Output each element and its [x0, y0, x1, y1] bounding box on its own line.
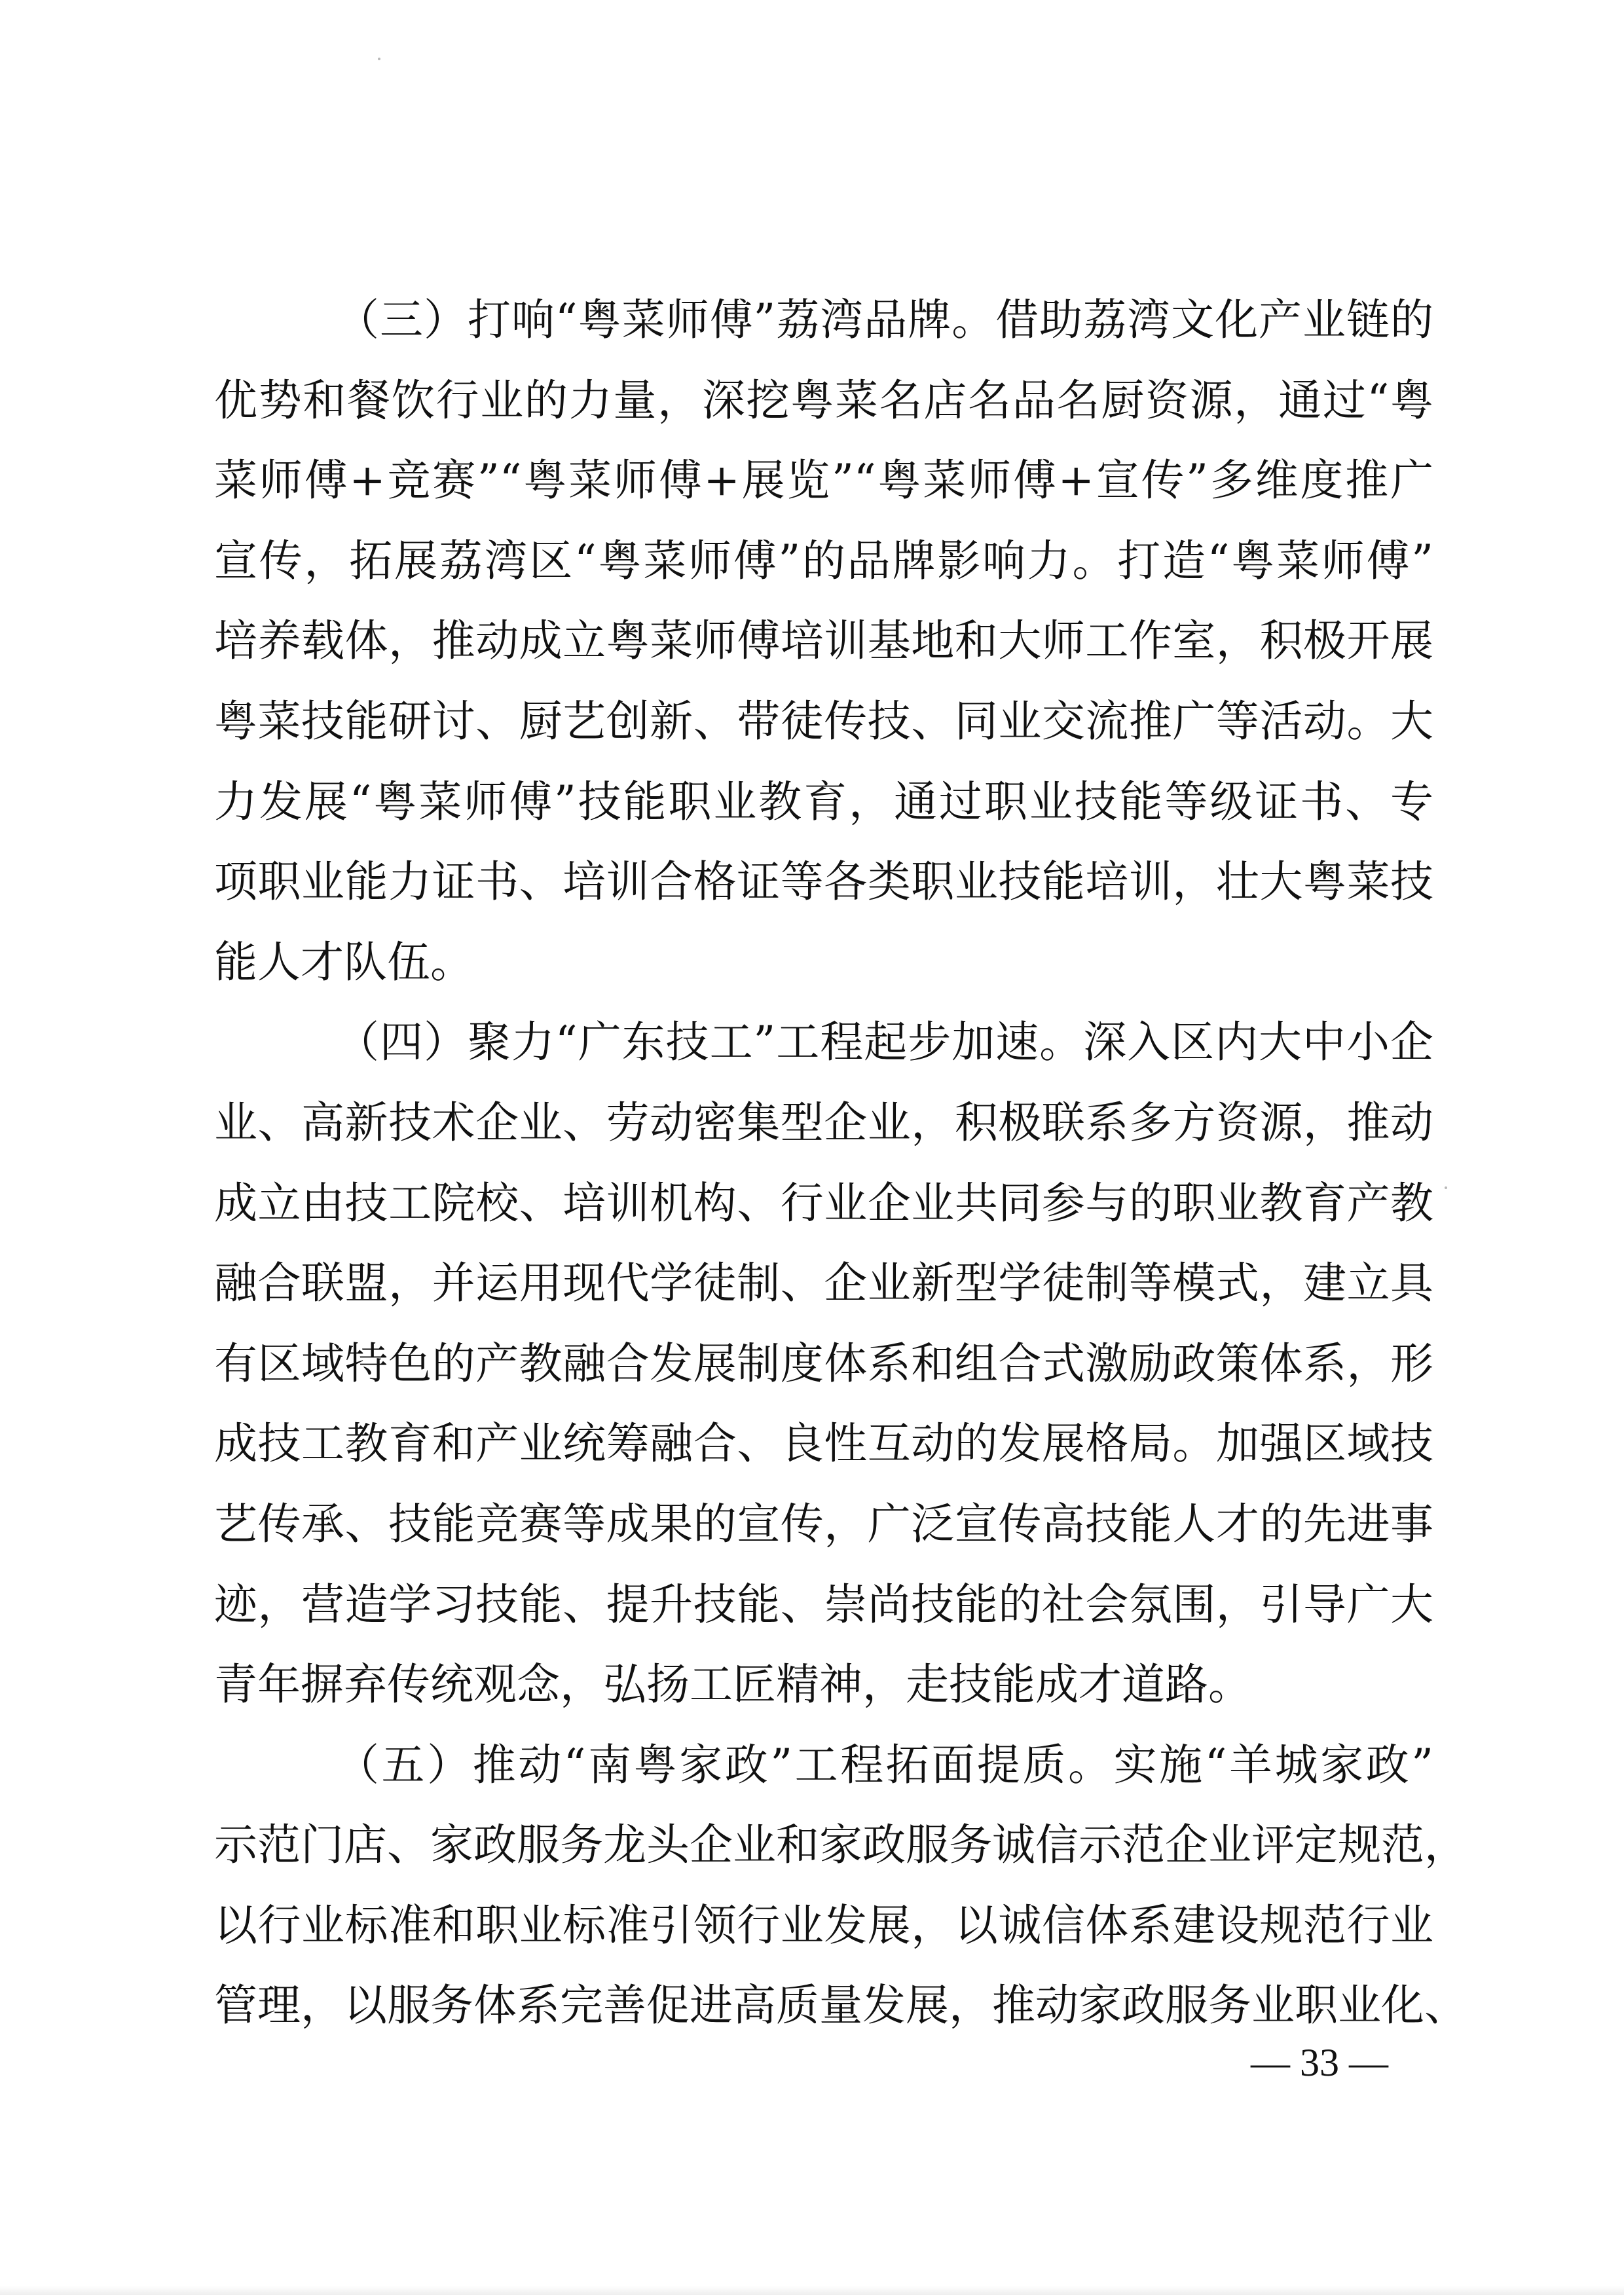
paragraph-section-3-line-3: 菜师傅+竞赛”“粤菜师傅+展览”“粤菜师傅+宣传”多维度推广 [214, 455, 1433, 506]
paragraph-section-3-line-1: （三）打响“粤菜师傅”荔湾品牌。借助荔湾文化产业链的 [336, 295, 1433, 345]
paragraph-section-4-line-9: 青年摒弃传统观念，弘扬工匠精神，走技能成才道路。 [214, 1659, 1251, 1710]
paragraph-section-3-line-8: 项职业能力证书、培训合格证等各类职业技能培训，壮大粤菜技 [214, 856, 1433, 908]
scan-speck [1445, 1186, 1447, 1189]
paragraph-section-3-line-2: 优势和餐饮行业的力量，深挖粤菜名店名品名厨资源，通过“粤 [214, 375, 1433, 426]
paragraph-section-4-line-3: 成立由技工院校、培训机构、行业企业共同参与的职业教育产教 [214, 1177, 1433, 1228]
paragraph-section-3-line-7: 力发展“粤菜师傅”技能职业教育，通过职业技能等级证书、专 [214, 776, 1433, 827]
paragraph-section-4-line-1: （四）聚力“广东技工”工程起步加速。深入区内大中小企 [336, 1017, 1433, 1068]
paragraph-section-3-line-5: 培养载体，推动成立粤菜师傅培训基地和大师工作室，积极开展 [214, 615, 1433, 667]
paragraph-section-5-line-1: （五）推动“南粤家政”工程拓面提质。实施“羊城家政” [336, 1739, 1433, 1790]
paragraph-section-5-line-3: 以行业标准和职业标准引领行业发展，以诚信体系建设规范行业 [214, 1900, 1433, 1951]
paragraph-section-4-line-8: 迹，营造学习技能、提升技能、崇尚技能的社会氛围，引导广大 [214, 1579, 1433, 1630]
paragraph-section-4-line-6: 成技工教育和产业统筹融合、良性互动的发展格局。加强区域技 [214, 1418, 1433, 1469]
paragraph-section-5-line-4: 管理，以服务体系完善促进高质量发展，推动家政服务业职业化、 [214, 1980, 1467, 2031]
paragraph-section-4-line-2: 业、高新技术企业、劳动密集型企业，积极联系多方资源，推动 [214, 1097, 1433, 1148]
paragraph-section-3-line-6: 粤菜技能研讨、厨艺创新、带徒传技、同业交流推广等活动。大 [214, 695, 1433, 746]
paragraph-section-5-line-2: 示范门店、家政服务龙头企业和家政服务诚信示范企业评定规范， [214, 1820, 1467, 1871]
document-body [214, 280, 1467, 2046]
paragraph-section-4-line-7: 艺传承、技能竞赛等成果的宣传，广泛宣传高技能人才的先进事 [214, 1498, 1433, 1549]
page-number: — 33 — [1251, 2041, 1388, 2084]
paragraph-section-3-line-9: 能人才队伍。 [214, 936, 473, 987]
paragraph-section-4-line-5: 有区域特色的产教融合发展制度体系和组合式激励政策体系，形 [214, 1338, 1433, 1389]
scan-bottom-edge [0, 2286, 1624, 2295]
scan-speck [378, 58, 380, 60]
paragraph-section-3-line-4: 宣传，拓展荔湾区“粤菜师傅”的品牌影响力。打造“粤菜师傅” [214, 535, 1433, 586]
paragraph-section-4-line-4: 融合联盟，并运用现代学徒制、企业新型学徒制等模式，建立具 [214, 1258, 1433, 1309]
